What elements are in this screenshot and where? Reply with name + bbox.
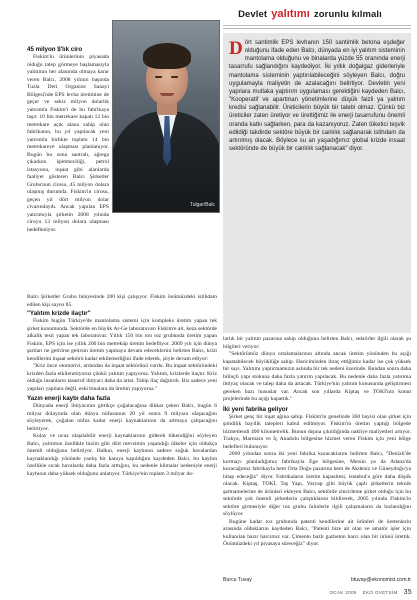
caption-text: Balcı Şirketler Grubu bünyesinde 200 kişi çalışıyor. Fiskim önümüzdeki istihdam edilen kişi sayısı 85. — [27, 294, 217, 308]
photo-caption-text — [27, 294, 217, 309]
paragraph-factories-2: 2009 yılından sonra iki yeni fabrika kuracaklarını belirten Balcı, "Denizli'de kurmayı planladığımız fabrikayla Ege bölgesine, Mersin ya da Adana'da kuracağımız fabrikayla hem Orta Doğu pazarına hem de Akdeniz ve Güneydoğu'ya hitap edeceğiz" diyor. Fabrikaların üretim kapasitesi, istanbul'a göre daha düşük olacak. Kiptaş, TOKİ, Taş Yapı, Varyap gibi büyük çaplı şirketlerin teknik şartnamelerine de ürünleri ekleyen Balcı, sektörde zincirleme şirket olduğu için bu sektörde çok önemli şirketlerin çalıştıklarını bildirerek, 2005 yılında Fiskim'in sektöre girmesiyle diğer toz grubu ürünlerle ilgili çalışmaların da hızlandığını söylüyor. — [223, 451, 411, 517]
paragraph-factories-3: Bugüne kadar toz grubunda patenti kendilerine ait ürünleri de üretenlerin arasında olduklarını kaydeden Balcı, "Patenti bize ait olan ve amatör işler için kullanılan hazır harcımız var. Çimento bazlı gazbeton harcı olan bir ürünü ürettik. Önümüzdeki yıl piyasaya süreceğiz" diyor. — [223, 518, 411, 547]
article-signature — [223, 577, 411, 583]
paragraph-energy-1: Dünyada enerji ihtiyacının gittikçe çoğalacağına dikkat çeken Balcı, bugün 6 milyar dolayında olan dünya nüfusunun 20 yıl sonra 9 milyara ulaşacağını söyleyerek, çoğalan nüfus kadar enerji kaynaklarının da artmaya çalışacağını belirtiyor. — [27, 403, 217, 432]
page-footer — [300, 589, 412, 596]
drop-cap: D — [229, 38, 243, 59]
paragraph-crisis-1: Fiskim bugün Türkiye'de mantolama sistemi için kompleks üretim yapan tek şirket konumunda. Sektörde en büyük Ar-Ge laboratuvarı Fiskim'e ait, keza sektörde alkalik testi yapan tek laboratuvar. Yıllık 150 bin ton toz grubunda üretim yapan Fiskim, EPS için ise yıllık 200 bin metreküp üretim hedefliyor. 2009 yılı için dünya şartları ne getirirse getirsin üretim yapmaya devam edeceklerini belirten Balcı, krizi kendilerini inşaat sektörü kadar etkilemediğini ifade ederek, şöyle devam ediyor: — [27, 318, 217, 362]
photo-eye-left — [155, 76, 162, 78]
author-email[interactable]: btuvay@ekonomist.com.tr — [350, 577, 411, 583]
issue-date: OCAK 2009 — [329, 590, 357, 595]
section-heading-revenue: 45 milyon $'lık ciro — [27, 46, 83, 53]
photo-mouth — [160, 93, 174, 96]
highlight-text: ört santimlik EPS levhanın 150 santimlik betona eşdeğer olduğunu ifade eden Balcı, dünyada en iyi yalıtım sisteminin mantolama olduğunu ve binalarda yüzde 55 oranında enerji tasarrufu sağlandığını kaydediyor. İki yıllık doğalgaz giderleriyle mantolama sisteminin yaptırılabileceğini söyleyen Balcı, doğru uygulamayla maliyetin de azalacağını belirtiyor. Devletin yeni yapılara mutlaka yaptırım uygulaması gerektiğini kaydeden Balcı, "Kooperatif ve apartman yönetimlerine düşük faizli ya yalıtım kredisi sağlanabilir. Üreticilerin büyük bir talebi olmaz. Çünkü biz üreticiler zaten üretiyor ve ürettiğimiz ile enerji tasarrufunu önemli oranda katkı sağlarken, para da kazanıyoruz. Zaten tüketici teşvik edildiği takdirde sektöre büyük bir canlılık sağlanarak istihdam da artırılmış olacak. Böylece su an yaşadığımız global krizde insaat sektöründe de büyük bir canlılık sağlanacak" diyor. — [229, 40, 405, 153]
title-rule — [223, 25, 411, 26]
paragraph-revenue: Fiskim'in ürünlerinin piyasada olduğu talep görmeye başlamasıyla yalıtımın her alanında olmaya karar veren Balcı, 2008 yılının başında Tuzla Deri Organize Sanayi Bölgesi'nde EPS levha üretimine de geçer ve sekiz milyon dolarlık yatırımla Fiskim'i de bu fabrikaya taşır. 10 bin metrekare kapalı 12 bin metrekare açık alana sahip olan fabrikanın, bu yıl yapılacak yeni yatırımla birlikte toplam 14 bin metrekareye ulaşması planlanıyor. Bugün bu sona santralı, ağrega çıkarken işletmeciliği, petrol istasyonu, inşaat gibi alanlarda faaliyet gösteren Balcı Şirketler Grubu'nun cirosu, 45 milyon dolara ulaşmış durumda. Fiskim'in cirosu, geçen yıl dört milyon dolar civarındaydı. Ancak yapılan EPS yatırımıyla şirketin 2008 yılında ciroyu 13 milyon dolara ulaşması hedefleniyor. — [27, 54, 109, 233]
magazine-label: EKO OVETSİM — [362, 590, 398, 595]
author-name: Burcu Tuvay — [223, 577, 252, 583]
title-accent: yalıtımı — [271, 8, 310, 20]
left-top-column — [27, 44, 109, 292]
portrait-photo — [112, 20, 220, 213]
left-bottom-column — [27, 308, 217, 588]
paragraph-crisis-2: "Kriz önce otomotivi, ardından da inşaat sektörünü vurdu. Bu inşaat sektöründeki krizden fazla etkilenmiyoruz çünkü yalıtım yapıyoruz. Yalıtım, krizlerde ilaçtır. Kriz olduğu insanların tasarruf ihtiyacı daha da artar. Tabip ilaç dağıtırdı. Biz sadece yeni yapıları yapılara değil, eski binalara da üretim yapıyoruz." — [27, 363, 217, 392]
paragraph-energy-2: Kolay ve ucuz ulaşılabilir enerji kaynaklarının giderek tükendiğini söyleyen Balcı, yalıtımın özellikle bizim gibi dört mevsimin yaşandığı ülkeler için oldukça önemli olduğunu belirtiyor. Halkın, enerji kaybının sadece soğuk havalardan kaynaklandığı yönünde yanlış bir kanıya kapıldığını kaydeden Balcı, bu kaybın özellikle sıcak havalarda daha fazla arttığını, bu nedenle klimalar nedeniyle enerji kaybının daha yüksek olduğunu anlatıyor. Türkiye'nin toplam 3 milyar do- — [27, 433, 217, 477]
paragraph-market-2: "Sektörümüz dünya ortalamalarının altında ancak üretim yönünden bu açığı kapatabilecek büyüklüğe sahip. Haricimizden ihraç ettiğimiz kadar ise çok yüksek bir sayı. Yalıtımı yaptırmamızın aslında bir tek nedeni üzerinde. Bundan sonra daha bilinçli yapı stokuna daha fazla yatırım yapılacak. Bu nedenle daha fazla yatırıma ihtiyaç olacak ve talep daha da artacak. Türkiye'nin yalıtım konusunda geliştirmesi gereken bazı hususlar var. Ancak son yıllarda Kiptaş ve TOKİ'nin konut projelerinde bu açığı kapattık." — [223, 351, 411, 402]
title-rule-secondary — [223, 28, 411, 29]
title-post: zorunlu kılmalı — [313, 8, 382, 20]
photo-hair — [143, 43, 191, 69]
right-column — [223, 336, 411, 576]
title-pre: Devlet — [238, 8, 268, 20]
page-number: 35 — [403, 589, 412, 596]
highlight-box — [223, 33, 411, 333]
photo-credit: Tulgar/Balc — [189, 202, 215, 208]
section-heading-factories: İki yeni fabrika geliyor — [223, 405, 288, 413]
paragraph-factories-1: Şirket genç bir inşat ağına sahip. Fiskim'in genelinde 360 bayisi olan şirket için şimdilik bayilik talepleri kabul edilmiyor. Fiskim'in üretim yaptığı bölgede hizmetlendi 400 kilometrelik. Bunun dışına çıkıldığında nakliye maliyetleri artıyor. Trakya, Marmara ve İç Anadolu bölgesine hizmet veren Fiskim için yeni bölge hedefleri bulunuyor. — [223, 413, 411, 450]
paragraph-market-1: larlık bir yalıtım pazarına sahip olduğunu belirten Balcı, sektörler ilgili olarak şu bilgileri veriyor: — [223, 336, 411, 350]
section-heading-crisis: "Yalıtım krizde ilaçtır" — [27, 310, 91, 317]
photo-eye-right — [171, 76, 178, 78]
article-title — [210, 4, 410, 24]
section-heading-energy: Yazın enerji kaybı daha fazla — [27, 395, 111, 402]
